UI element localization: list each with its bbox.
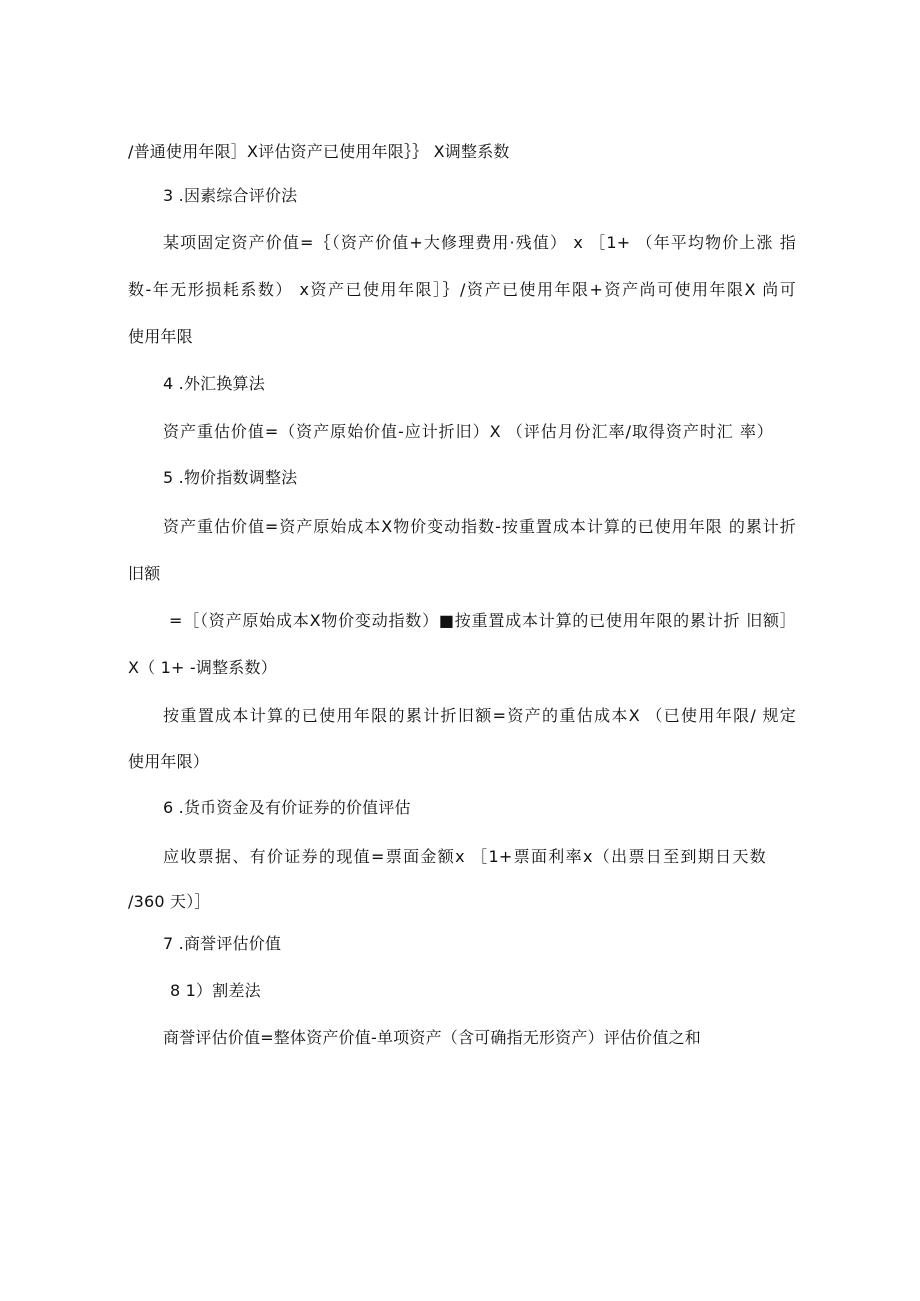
- formula-securities-line-2: /360 天）］: [128, 892, 211, 911]
- formula-line-3: 使用年限: [128, 327, 193, 346]
- heading-residual-method: 8 1）割差法: [170, 981, 261, 1000]
- formula-depreciation-line-2: 使用年限）: [128, 752, 210, 771]
- formula-price-line-4: X（ 1+ -调整系数）: [128, 658, 277, 677]
- formula-line-1: 某项固定资产价值=｛（资产价值+大修理费用·残值） x ［1+ （年平均物价上涨 指: [163, 233, 796, 252]
- formula-price-line-1: 资产重估价值=资产原始成本X物价变动指数-按重置成本计算的已使用年限 的累计折: [163, 517, 796, 536]
- formula-fx: 资产重估价值=（资产原始价值-应计折旧）X （评估月份汇率/取得资产时汇 率）: [163, 422, 773, 441]
- heading-factor-method: 3 .因素综合评价法: [163, 186, 298, 205]
- heading-price-index-method: 5 .物价指数调整法: [163, 468, 298, 487]
- formula-depreciation-line-1: 按重置成本计算的已使用年限的累计折旧额=资产的重估成本X （已使用年限/ 规定: [163, 706, 796, 725]
- heading-goodwill: 7 .商誉评估价值: [163, 934, 282, 953]
- heading-fx-method: 4 .外汇换算法: [163, 374, 265, 393]
- formula-price-line-2: 旧额: [128, 564, 161, 583]
- text-line-1: /普通使用年限］X评估资产已使用年限｝｝ X调整系数: [128, 142, 510, 161]
- formula-securities-line-1: 应收票据、有价证券的现值=票面金额x ［1+票面利率x（出票日至到期日天数: [163, 847, 766, 866]
- formula-price-line-3: =［（资产原始成本X物价变动指数）■按重置成本计算的已使用年限的累计折 旧额］: [169, 611, 796, 630]
- formula-goodwill: 商誉评估价值=整体资产价值-单项资产（含可确指无形资产）评估价值之和: [163, 1028, 701, 1047]
- formula-line-2: 数-年无形损耗系数） x资产已使用年限］｝/资产已使用年限+资产尚可使用年限X 尚可: [128, 280, 796, 299]
- heading-securities: 6 .货币资金及有价证券的价值评估: [163, 798, 411, 817]
